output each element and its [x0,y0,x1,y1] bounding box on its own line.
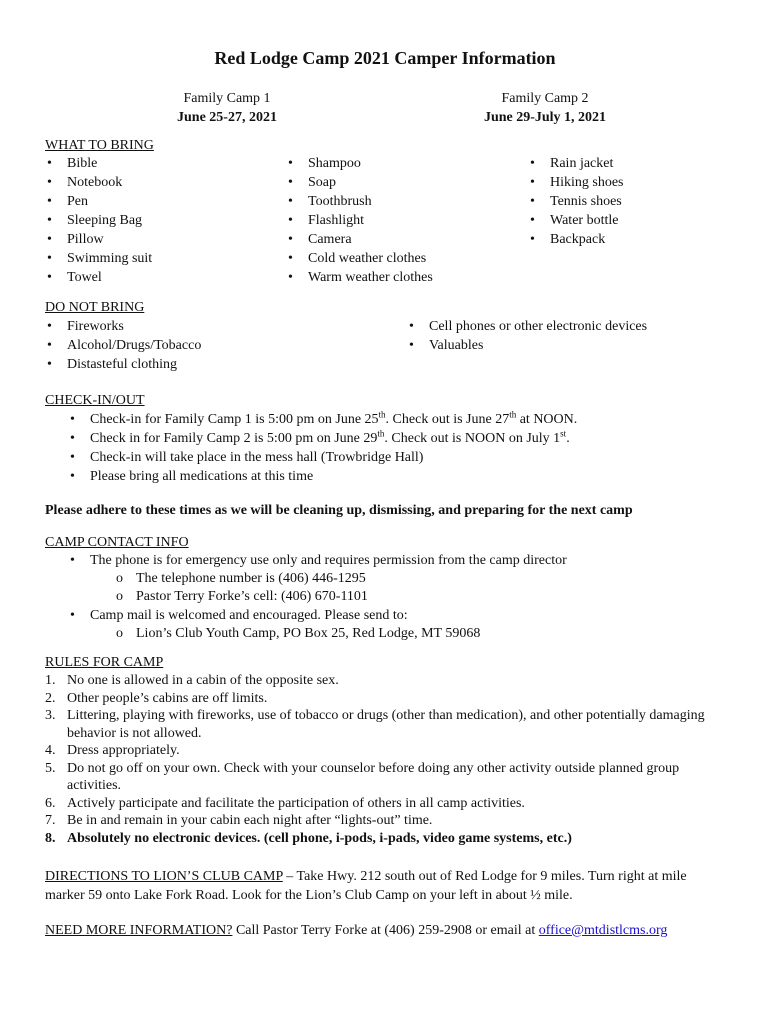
contact-list [68,551,567,643]
directions-paragraph [45,867,725,905]
list-item: • Pen [45,192,152,211]
page-title: Red Lodge Camp 2021 Camper Information [214,48,556,68]
list-item: • Cell phones or other electronic devices [407,317,647,336]
checkin-heading: CHECK-IN/OUT [45,393,145,408]
list-item: • Bible [45,154,152,173]
rules-heading: RULES FOR CAMP [45,655,164,670]
bring-list-col1 [45,154,152,287]
list-item: • Sleeping Bag [45,211,152,230]
checkin-location-item: • Check-in will take place in the mess hall (Trowbridge Hall) [68,448,577,467]
rule-item: 5. Do not go off on your own. Check with your counselor before doing any other activity outside planned group activities. [45,760,680,793]
bring-list-col3 [528,154,624,249]
list-item: • Tennis shoes [528,192,624,211]
contact-mail-address: o Lion’s Club Youth Camp, PO Box 25, Red Lodge, MT 59068 [114,625,567,643]
not-bring-list-col2 [407,317,647,355]
rules-list [45,672,725,847]
camp-2-header [460,89,630,127]
more-info-text: Call Pastor Terry Forke at (406) 259-2908 or email at [232,923,539,938]
list-item: • Water bottle [528,211,624,230]
list-item: • Shampoo [286,154,433,173]
more-info-heading: NEED MORE INFORMATION? [45,923,233,938]
list-item: • Backpack [528,230,624,249]
rule-item: 4. Dress appropriately. [45,743,180,758]
rule-item: 7. Be in and remain in your cabin each night after “lights-out” time. [45,813,433,828]
contact-heading: CAMP CONTACT INFO [45,535,189,550]
not-bring-list-col1 [45,317,201,374]
bring-list-col2 [286,154,433,287]
rule-item: 8. Absolutely no electronic devices. (cell phone, i-pods, i-pads, video game systems, etc.) [45,830,572,846]
contact-phone-sublist [114,570,567,606]
checkin-list [68,410,577,486]
list-item: • Distasteful clothing [45,355,201,374]
list-item: • Rain jacket [528,154,624,173]
camp-1-dates: June 25-27, 2021 [177,110,277,125]
email-link[interactable]: office@mtdistlcms.org [538,923,668,938]
camp-2-dates: June 29-July 1, 2021 [483,110,607,125]
contact-mail-item: • Camp mail is welcomed and encouraged. Please send to: o Lion’s Club Youth Camp, PO Box 25, Red Lodge, MT 59068 [68,606,567,643]
bring-heading: WHAT TO BRING [45,138,154,153]
list-item: • Valuables [407,336,647,355]
directions-heading: DIRECTIONS TO LION’S CLUB CAMP [45,869,283,884]
camp-1-name: Family Camp 1 [183,91,271,106]
list-item: • Hiking shoes [528,173,624,192]
checkin-camp1-item: • Check-in for Family Camp 1 is 5:00 pm on June 25th. Check out is June 27th at NOON. [68,410,577,429]
directions-text: – Take Hwy. 212 south out of Red Lodge for 9 miles. Turn right at mile marker 59 onto Lake Fork Road. Look for the Lion’s Club Camp on your left in about ½ mile. [45,869,687,903]
list-item: • Camera [286,230,433,249]
list-item: • Toothbrush [286,192,433,211]
checkin-camp2-item: • Check in for Family Camp 2 is 5:00 pm on June 29th. Check out is NOON on July 1st. [68,429,577,448]
contact-mail-sublist [114,625,567,643]
list-item: • Soap [286,173,433,192]
camp-1-header [152,89,302,127]
not-bring-heading: DO NOT BRING [45,300,145,315]
adhere-note: Please adhere to these times as we will be cleaning up, dismissing, and preparing for the next camp [45,503,633,518]
list-item: • Pillow [45,230,152,249]
list-item: • Towel [45,268,152,287]
contact-phone-item: • The phone is for emergency use only and requires permission from the camp director o The telephone number is (406) 446-1295 o Pastor Terry Forke’s cell: (406) 670-1101 [68,551,567,606]
list-item: • Cold weather clothes [286,249,433,268]
list-item: • Warm weather clothes [286,268,433,287]
list-item: • Flashlight [286,211,433,230]
more-info-paragraph [45,921,725,940]
list-item: • Fireworks [45,317,201,336]
camp-2-name: Family Camp 2 [501,91,589,106]
rule-item: 6. Actively participate and facilitate the participation of others in all camp activities. [45,795,525,811]
contact-phone-number: o The telephone number is (406) 446-1295 [114,570,567,588]
list-item: • Swimming suit [45,249,152,268]
rule-item: 1. No one is allowed in a cabin of the opposite sex. [45,673,339,688]
list-item: • Alcohol/Drugs/Tobacco [45,336,201,355]
checkin-medication-item: • Please bring all medications at this time [68,467,577,486]
rule-item: 2. Other people’s cabins are off limits. [45,690,268,706]
list-item: • Notebook [45,173,152,192]
rule-item: 3. Littering, playing with fireworks, use of tobacco or drugs (other than medication), and other potentially damaging behavior is not allowed. [45,708,705,741]
contact-pastor-cell: o Pastor Terry Forke’s cell: (406) 670-1101 [114,588,567,606]
